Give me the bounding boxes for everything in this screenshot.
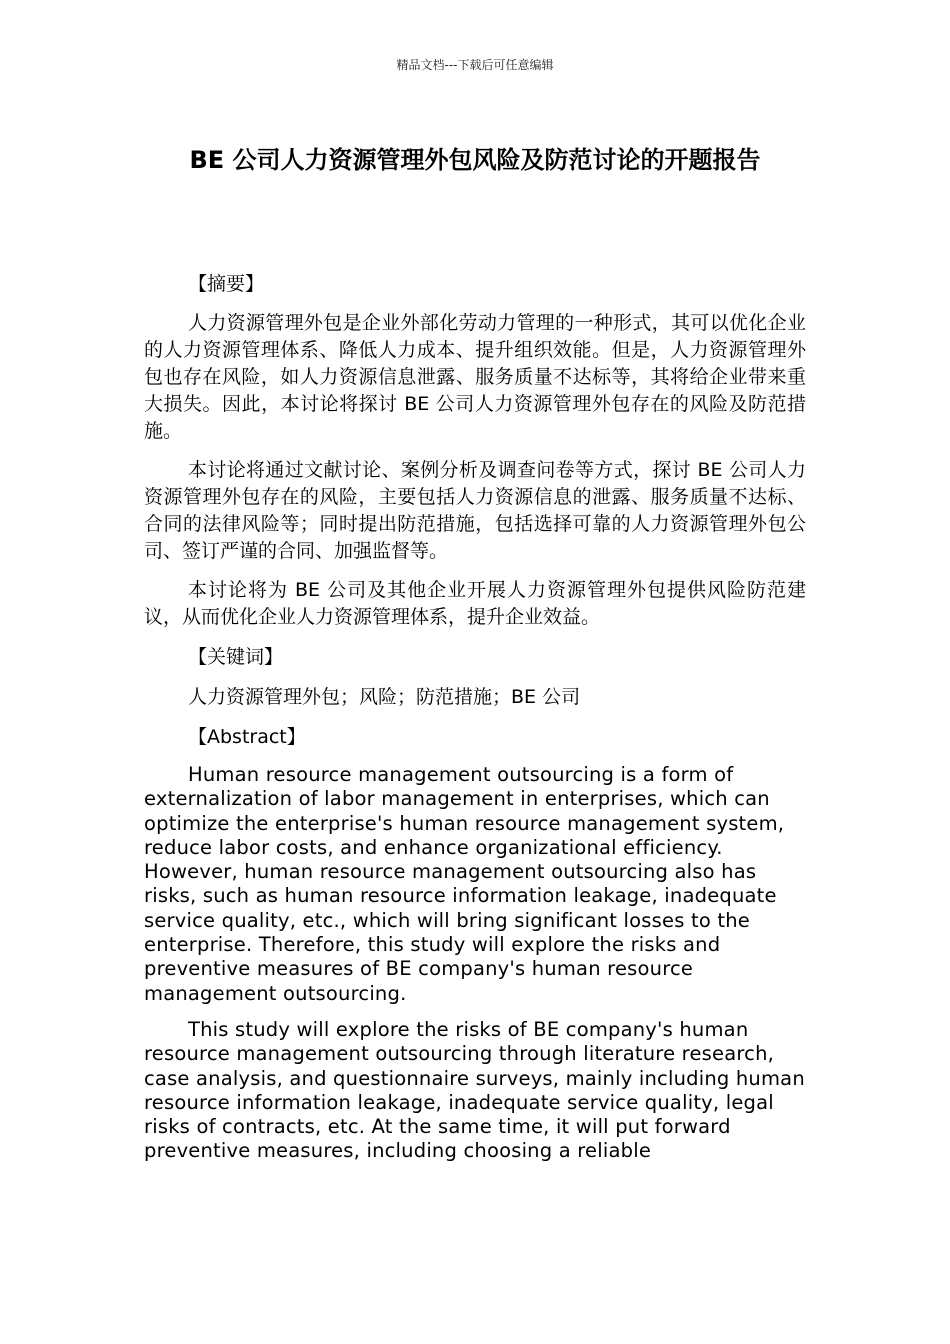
abstract-paragraph: 人力资源管理外包是企业外部化劳动力管理的一种形式，其可以优化企业的人力资源管理体系、降低人力成本、提升组织效能。但是，人力资源管理外包也存在风险，如人力资源信息泄露、服务质量不达标等，其将给企业带来重大损失。因此，本讨论将探讨 BE 公司人力资源管理外包存在的风险及防范措施。 (144, 312, 806, 442)
english-abstract-paragraph: Human resource management outsourcing is a form of externalization of labor management in enterprises, which can optimize the enterprise's human resource management system, reduce labor costs, and enhance organizational efficiency. However, human resource management outsourcing also has risks, such as human resource information leakage, inadequate service quality, etc., which will bring significant losses to the enterprise. Therefore, this study will explore the risks and preventive measures of BE company's human resource management outsourcing. (144, 763, 785, 1005)
abstract-paragraph: 本讨论将为 BE 公司及其他企业开展人力资源管理外包提供风险防范建议，从而优化企业人力资源管理体系，提升企业效益。 (144, 579, 806, 628)
abstract-heading: 【摘要】 (188, 273, 265, 295)
header-note: 精品文档---下载后可任意编辑 (396, 58, 554, 72)
keywords-heading: 【关键词】 (188, 646, 284, 668)
abstract-paragraph: 本讨论将通过文献讨论、案例分析及调查问卷等方式，探讨 BE 公司人力资源管理外包存在的风险，主要包括人力资源信息的泄露、服务质量不达标、合同的法律风险等；同时提出防范措施，包括选择可靠的人力资源管理外包公司、签订严谨的合同、加强监督等。 (144, 459, 806, 562)
english-abstract-heading: 【Abstract】 (188, 726, 306, 748)
english-abstract-paragraph: This study will explore the risks of BE company's human resource management outsourcing through literature research, case analysis, and questionnaire surveys, mainly including human resource information leakage, inadequate service quality, legal risks of contracts, etc. At the same time, it will put forward preventive measures, including choosing a reliable (144, 1017, 805, 1163)
document-body (144, 270, 806, 1176)
document-title: BE 公司人力资源管理外包风险及防范讨论的开题报告 (189, 146, 761, 174)
keywords-text: 人力资源管理外包；风险；防范措施；BE 公司 (188, 686, 581, 708)
